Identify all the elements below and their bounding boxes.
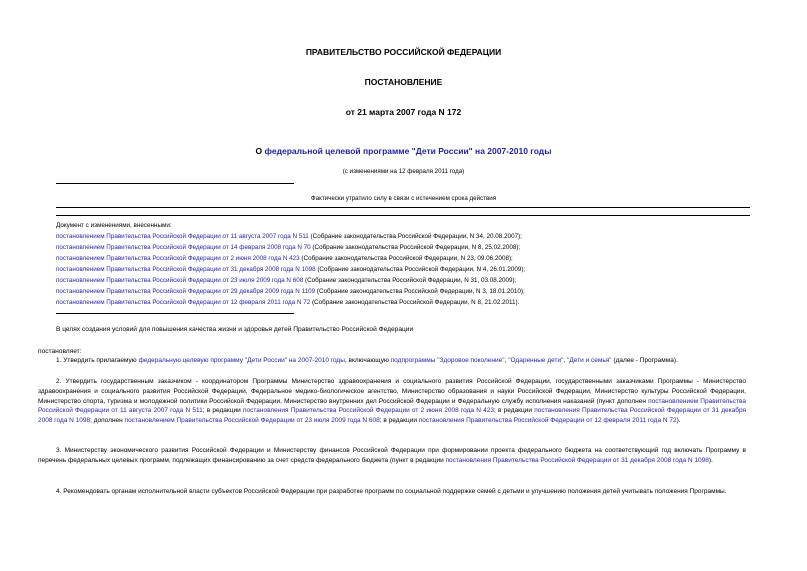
paragraph-text: , <box>504 357 509 364</box>
paragraph-text: 1. Утвердить прилагаемую <box>56 357 139 364</box>
changes-note: (с изменениями на 12 февраля 2011 года) <box>342 168 465 175</box>
decree-link[interactable]: постановления Правительства Российской Федерации от 31 декабря 2008 года N 1098 <box>445 456 709 464</box>
divider-top-2 <box>56 215 750 216</box>
amendment-link[interactable]: постановлением Правительства Российской Федерации от 23 июля 2009 года N 608 <box>56 277 304 284</box>
paragraph-text: ; дополнен <box>90 417 125 425</box>
paragraph-1 <box>56 356 746 366</box>
government-heading: ПРАВИТЕЛЬСТВО РОССИЙСКОЙ ФЕДЕРАЦИИ <box>305 47 502 57</box>
paragraph-text: ). <box>708 456 713 464</box>
document-title <box>0 146 807 156</box>
paragraph-text: ; в редакции <box>202 407 243 415</box>
paragraph-text: 2. Утвердить государственным заказчиком - координатором Программы Министерство здравоохранения и социального развития Российской Федерации, государственными заказчиками Программы - Министерство здравоохранения и социального развития Российской Федерации, Федеральное медико-биологическое агентство, Министерство образования и науки Российской Федерации, Министерство культуры Российской Федерации, Министерство спорта, туризма и молодежной политики Российской Федерации, Министерство внутренних дел Российской Федерации и Федеральную службу исполнения наказаний (пункт дополнен <box>38 378 746 405</box>
amendment-item <box>56 244 520 251</box>
title-prefix: О <box>255 146 265 156</box>
preamble: В целях создания условий для повышения качества жизни и здоровья детей Правительство Российской Федерации <box>56 326 414 333</box>
decree-link[interactable]: постановлением Правительства Российской Федерации от 11 августа 2007 года N 511 <box>38 397 747 415</box>
decree-link[interactable]: постановления Правительства Российской Федерации от 31 декабря 2008 года N 1098 <box>38 407 747 425</box>
paragraph-text: ; в редакции <box>379 417 419 425</box>
amendment-source: (Собрание законодательства Российской Федерации, N 8, 25.02.2008); <box>310 244 521 251</box>
decree-link[interactable]: постановлением Правительства Российской Федерации от 23 июля 2009 года N 608 <box>124 417 380 425</box>
amendment-link[interactable]: постановлением Правительства Российской Федерации от 11 августа 2007 года N 511 <box>56 233 309 240</box>
paragraph-text: , включающую <box>344 357 391 364</box>
paragraph-text: ). <box>676 417 681 425</box>
paragraph-text: (далее - Программа). <box>611 357 678 364</box>
document-type: ПОСТАНОВЛЕНИЕ <box>364 77 443 87</box>
amendment-item <box>56 299 519 306</box>
amendment-source: (Собрание законодательства Российской Федерации, N 23, 09.06.2008); <box>299 255 513 262</box>
amendment-source: (Собрание законодательства Российской Федерации, N 8, 21.02.2011). <box>310 299 520 306</box>
divider-bottom <box>56 313 294 314</box>
amendment-item <box>56 233 522 240</box>
divider-short <box>56 183 294 184</box>
amendment-item <box>56 288 525 295</box>
paragraph-text: 3. Министерству экономического развития Российской Федерации и Министерству финансов Российской Федерации при формировании проекта федерального бюджета на соответствующий год включать Программу в перечень федеральных целевых программ, подлежащих финансированию за счет средств федерального бюджета (пункт в редакции <box>38 447 746 464</box>
subprogram-link-family[interactable]: "Дети и семья" <box>567 357 612 364</box>
paragraph-text: , <box>563 357 568 364</box>
amendment-link[interactable]: постановлением Правительства Российской Федерации от 2 июня 2008 года N 423 <box>56 255 300 262</box>
amendment-link[interactable]: постановлением Правительства Российской Федерации от 29 декабря 2009 года N 1109 <box>56 288 316 295</box>
amendment-link[interactable]: постановлением Правительства Российской Федерации от 12 февраля 2011 года N 72 <box>56 299 311 306</box>
amendment-source: (Собрание законодательства Российской Федерации, N 3, 18.01.2010); <box>315 288 525 295</box>
amendment-source: (Собрание законодательства Российской Федерации, N 4, 26.01.2009); <box>315 266 526 273</box>
decree-link[interactable]: постановления Правительства Российской Федерации от 12 февраля 2011 года N 72 <box>418 417 677 425</box>
amendment-link[interactable]: постановлением Правительства Российской Федерации от 14 февраля 2008 года N 70 <box>56 244 311 251</box>
amendment-item <box>56 277 516 284</box>
amendment-source: (Собрание законодательства Российской Федерации, N 31, 03.08.2009); <box>303 277 517 284</box>
date-number: от 21 марта 2007 года N 172 <box>345 107 462 117</box>
decree-link[interactable]: постановления Правительства Российской Федерации от 2 июня 2008 года N 423 <box>242 407 494 415</box>
paragraph-4: 4. Рекомендовать органам исполнительной власти субъектов Российской Федерации при разработке программ по социальной поддержке семей с детьми и улучшению положения детей учитывать положения Программы. <box>56 488 727 495</box>
paragraph-3 <box>38 446 746 466</box>
amendment-link[interactable]: постановлением Правительства Российской Федерации от 31 декабря 2008 года N 1098 <box>56 266 316 273</box>
status-note: Фактически утратило силу в связи с истечением срока действия <box>310 195 497 202</box>
subprogram-link-gifted[interactable]: "Одаренные дети" <box>508 357 564 364</box>
paragraph-text: ; в редакции <box>493 407 535 415</box>
amendments-heading: Документ с изменениями, внесенными: <box>56 222 172 229</box>
paragraph-2 <box>38 377 746 426</box>
amendment-item <box>56 255 513 262</box>
subprogram-link-health[interactable]: подпрограммы "Здоровое поколение" <box>390 357 505 364</box>
amendment-source: (Собрание законодательства Российской Федерации, N 34, 20.08.2007); <box>308 233 522 240</box>
program-link[interactable]: федеральную целевую программу "Дети России" на 2007-2010 годы <box>138 357 345 364</box>
divider-top-1 <box>56 207 750 208</box>
amendment-item <box>56 266 525 273</box>
decides-word: постановляет: <box>38 348 82 355</box>
title-program-link[interactable]: федеральной целевой программе "Дети России" на 2007-2010 годы <box>264 146 552 156</box>
